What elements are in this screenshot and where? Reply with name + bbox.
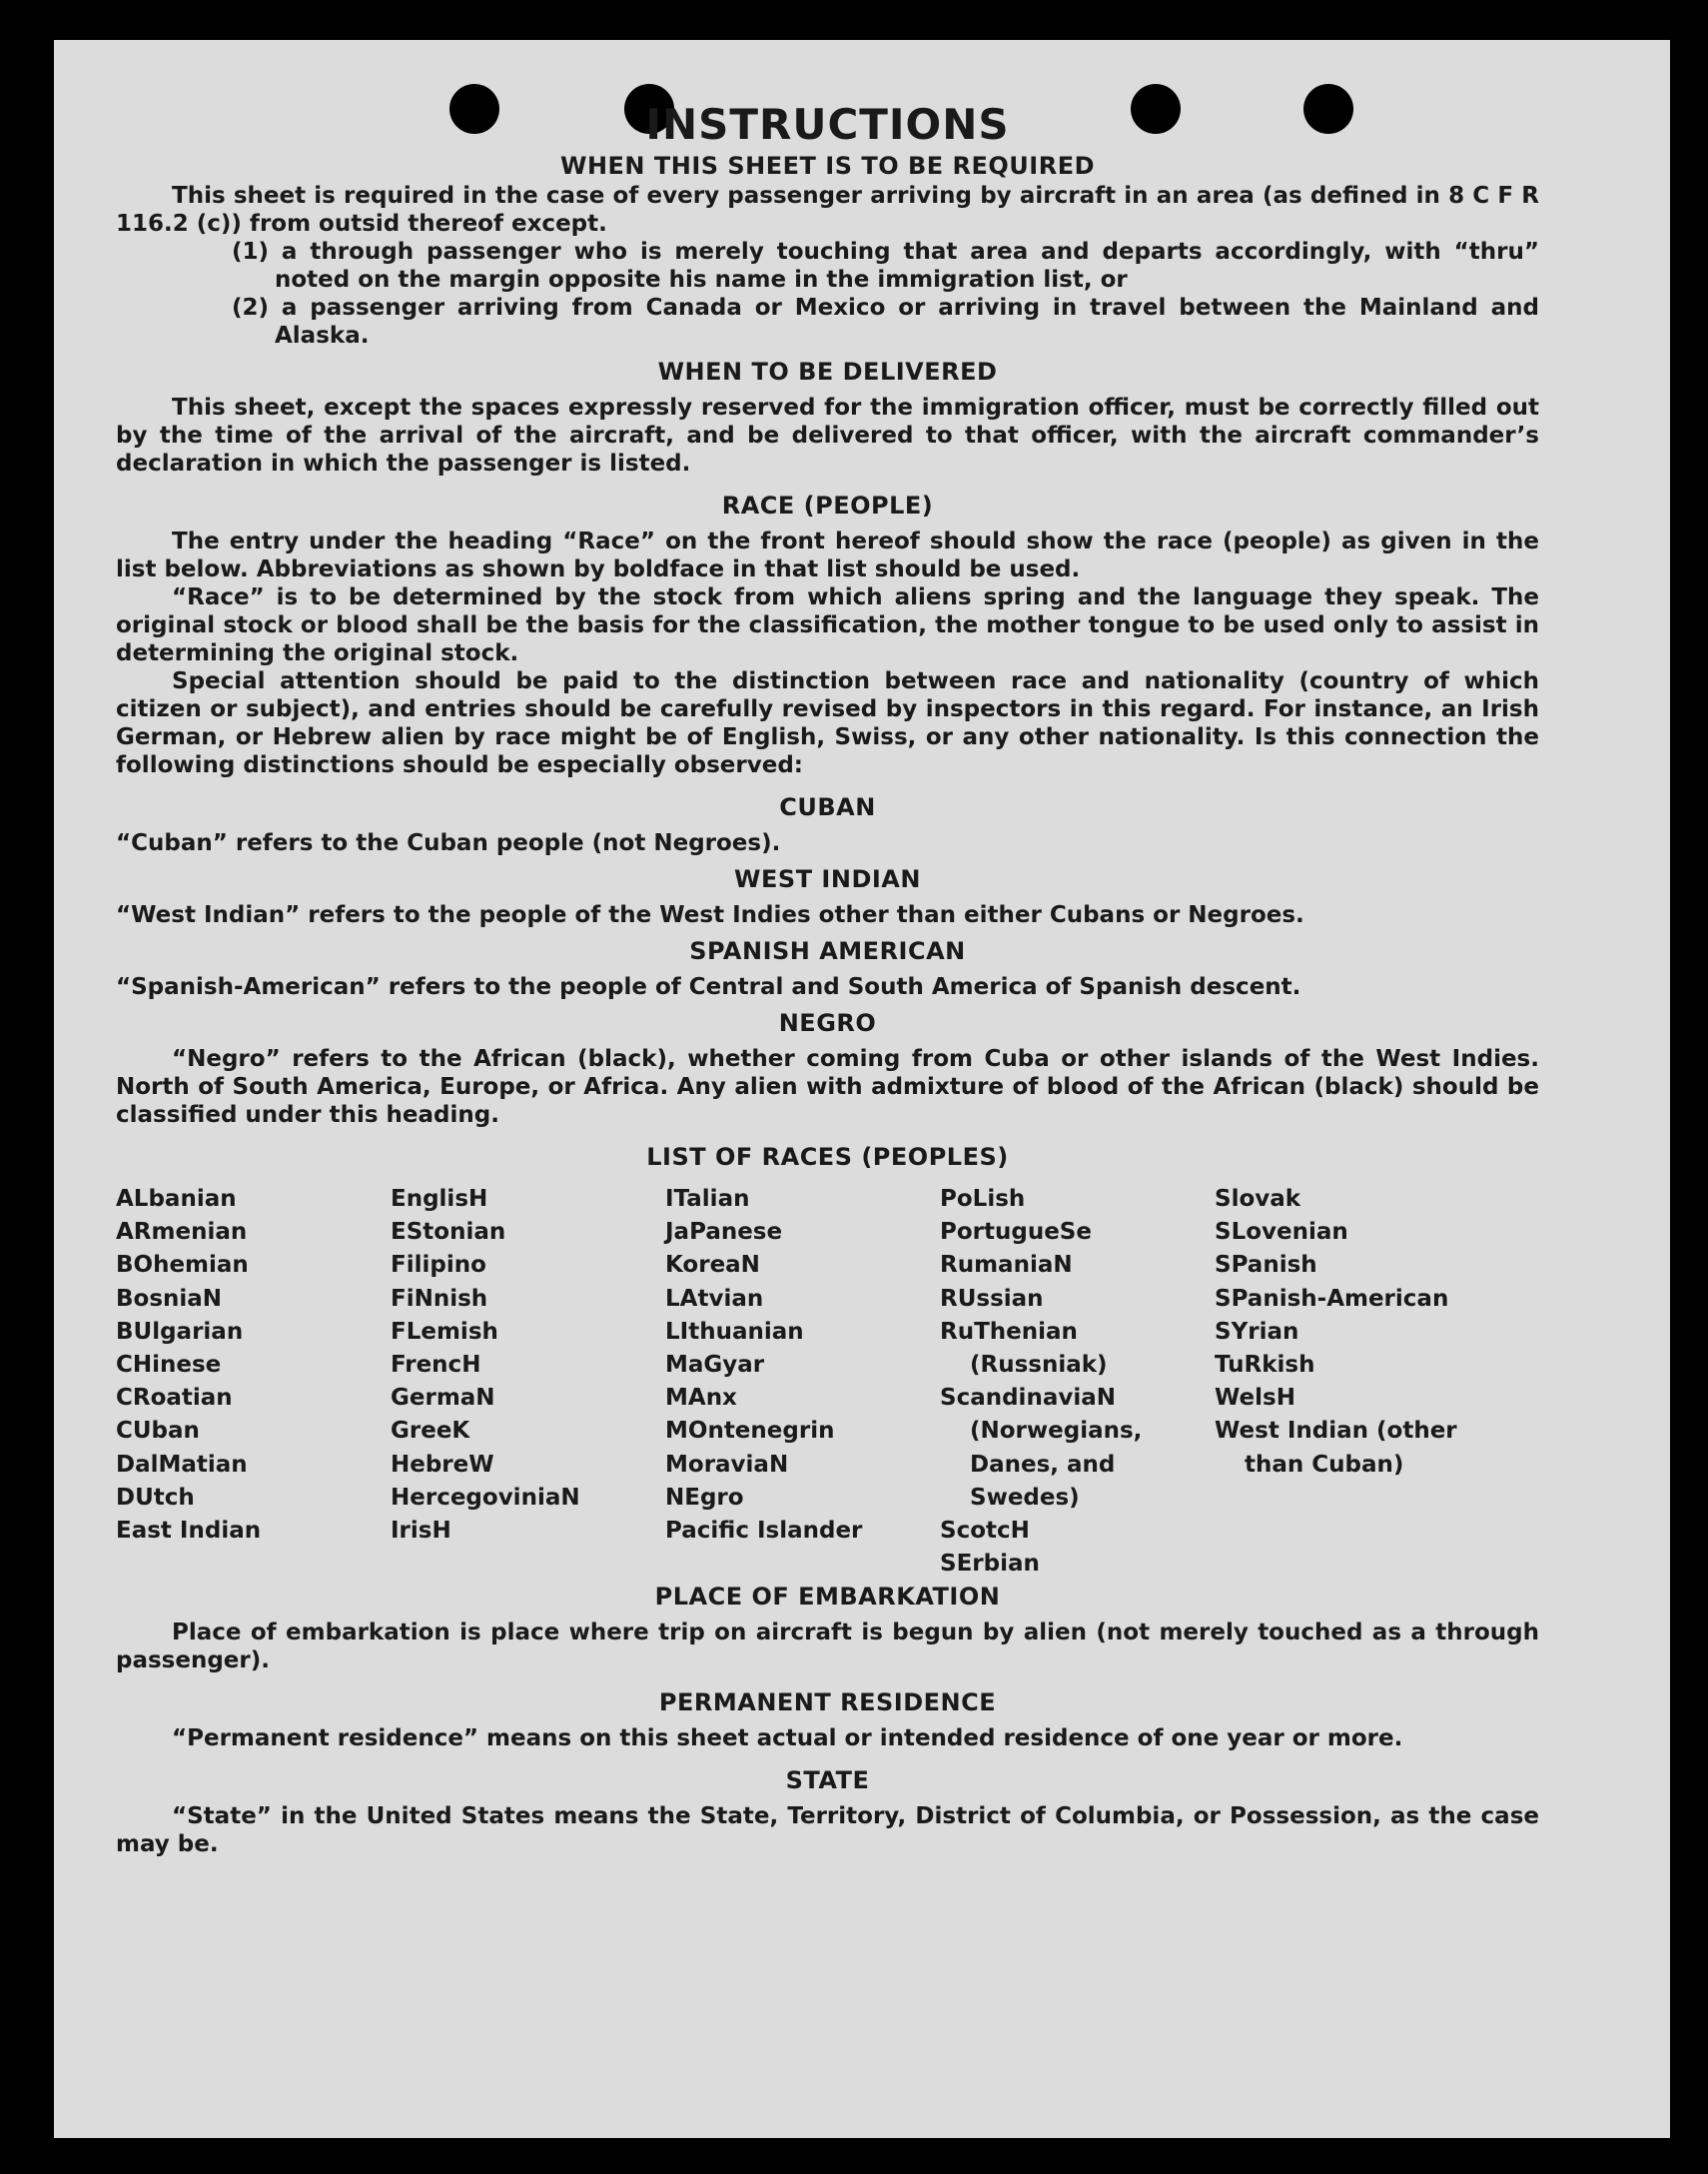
paragraph: The entry under the heading “Race” on the front hereof should show the race (people) as given in the list below. Abbreviations as shown by boldface in that list should be used. [116, 529, 1539, 582]
race-list [116, 1183, 1539, 1581]
race-item: ALbanian [116, 1186, 237, 1212]
section-heading: STATE [785, 1766, 870, 1795]
race-item: SYrian [1215, 1318, 1299, 1345]
race-column [1215, 1183, 1489, 1581]
race-item: MaGyar [665, 1352, 765, 1379]
race-item: DUtch [116, 1484, 195, 1511]
paragraph: “Permanent residence” means on this sheet actual or intended residence of one year or more. [172, 1725, 1403, 1752]
paragraph: “West Indian” refers to the people of the West Indies other than either Cubans or Negroes. [116, 902, 1304, 928]
race-item: GreeK [391, 1418, 470, 1445]
list-item: (1) a through passenger who is merely touching that area and departs accordingly, with “thru” noted on the margin opposite his name in the immigration list, or [232, 239, 1539, 293]
paragraph: “Negro” refers to the African (black), whether coming from Cuba or other islands of the West Indies. North of South America, Europe, or Africa. Any alien with admixture of blood of the African (black) should be classified under this heading. [116, 1046, 1539, 1128]
race-item: SPanish-American [1215, 1285, 1449, 1312]
race-item: WelsH [1215, 1385, 1295, 1412]
race-item: TuRkish [1215, 1352, 1315, 1379]
race-item: BosniaN [116, 1285, 223, 1312]
race-item: BUlgarian [116, 1318, 244, 1345]
race-item: SErbian [940, 1551, 1040, 1578]
race-item: HercegoviniaN [391, 1484, 580, 1511]
race-item: SLovenian [1215, 1219, 1348, 1246]
paragraph: “Race” is to be determined by the stock from which aliens spring and the language they speak. The original stock or blood shall be the basis for the classification, the mother tongue to be used only to assist in determining the original stock. [116, 584, 1539, 666]
race-item: MAnx [665, 1385, 737, 1412]
race-item: SPanish [1215, 1252, 1317, 1279]
race-item: LAtvian [665, 1285, 764, 1312]
section-heading: NEGRO [778, 1009, 877, 1037]
list-item: (2) a passenger arriving from Canada or Mexico or arriving in travel between the Mainland and Alaska. [232, 295, 1539, 349]
race-item: ITalian [665, 1186, 750, 1212]
race-item: MoraviaN [665, 1451, 789, 1478]
page-title: INSTRUCTIONS [645, 100, 1010, 149]
race-item: IrisH [391, 1518, 451, 1545]
section-heading: SPANISH AMERICAN [689, 937, 966, 965]
race-item: KoreaN [665, 1252, 760, 1279]
race-item: NEgro [665, 1484, 744, 1511]
race-column [665, 1183, 940, 1581]
race-item: FLemish [391, 1318, 498, 1345]
race-item: DalMatian [116, 1451, 248, 1478]
race-item: Pacific Islander [665, 1518, 863, 1545]
paragraph: This sheet is required in the case of every passenger arriving by aircraft in an area (as defined in 8 C F R 116.2 (c)) from outsid thereof except. [116, 183, 1539, 237]
paragraph: “Cuban” refers to the Cuban people (not Negroes). [116, 830, 781, 856]
race-item: BOhemian [116, 1252, 249, 1279]
race-item: LIthuanian [665, 1318, 804, 1345]
race-column [940, 1183, 1215, 1581]
race-item: RuThenian (Russniak) [940, 1318, 1108, 1379]
race-item: Slovak [1215, 1186, 1301, 1212]
race-item: CUban [116, 1418, 200, 1445]
race-item: EStonian [391, 1219, 506, 1246]
race-item: PortugueSe [940, 1219, 1092, 1246]
paragraph: Special attention should be paid to the distinction between race and nationality (country of which citizen or subject), and entries should be carefully revised by inspectors in this regard. For instance, an Irish German, or Hebrew alien by race might be of English, Swiss, or any other nationality. Is this connection the following distinctions should be especially observed: [116, 668, 1539, 778]
race-item: ScotcH [940, 1518, 1030, 1545]
race-item: ScandinaviaN (Norwegians, Danes, and Swedes) [940, 1385, 1143, 1511]
race-item: EnglisH [391, 1186, 488, 1212]
instructions-content [116, 100, 1539, 1858]
race-item: ARmenian [116, 1219, 248, 1246]
race-item: Filipino [391, 1252, 486, 1279]
section-heading: PLACE OF EMBARKATION [654, 1583, 1001, 1612]
section-heading: PERMANENT RESIDENCE [658, 1688, 997, 1717]
race-item: GermaN [391, 1385, 495, 1412]
race-item: FiNnish [391, 1285, 488, 1312]
paragraph: “State” in the United States means the State, Territory, District of Columbia, or Possession, as the case may be. [116, 1803, 1539, 1858]
race-item: FrencH [391, 1352, 481, 1379]
paragraph: Place of embarkation is place where trip on aircraft is begun by alien (not merely touched as a through passenger). [116, 1620, 1539, 1674]
paragraph: This sheet, except the spaces expressly reserved for the immigration officer, must be correctly filled out by the time of the arrival of the aircraft, and be delivered to that officer, with the aircraft commander’s declaration in which the passenger is listed. [116, 395, 1539, 477]
race-item: CHinese [116, 1352, 222, 1379]
race-item: RumaniaN [940, 1252, 1073, 1279]
race-item: CRoatian [116, 1385, 233, 1412]
section-heading: CUBAN [779, 793, 876, 821]
races-heading: LIST OF RACES (PEOPLES) [646, 1143, 1009, 1171]
paragraph: “Spanish-American” refers to the people of Central and South America of Spanish descent. [116, 974, 1301, 1000]
race-item: RUssian [940, 1285, 1044, 1312]
race-item: JaPanese [665, 1219, 783, 1246]
race-item: PoLish [940, 1186, 1026, 1212]
section-heading: WHEN THIS SHEET IS TO BE REQUIRED [559, 152, 1096, 180]
race-column [116, 1183, 391, 1581]
section-heading: RACE (PEOPLE) [721, 492, 934, 520]
race-item: MOntenegrin [665, 1418, 835, 1445]
race-item: HebreW [391, 1451, 494, 1478]
section-heading: WHEN TO BE DELIVERED [657, 358, 998, 386]
section-heading: WEST INDIAN [734, 865, 921, 893]
race-item: East Indian [116, 1518, 262, 1545]
race-column [391, 1183, 665, 1581]
race-item: West Indian (other than Cuban) [1215, 1418, 1457, 1478]
